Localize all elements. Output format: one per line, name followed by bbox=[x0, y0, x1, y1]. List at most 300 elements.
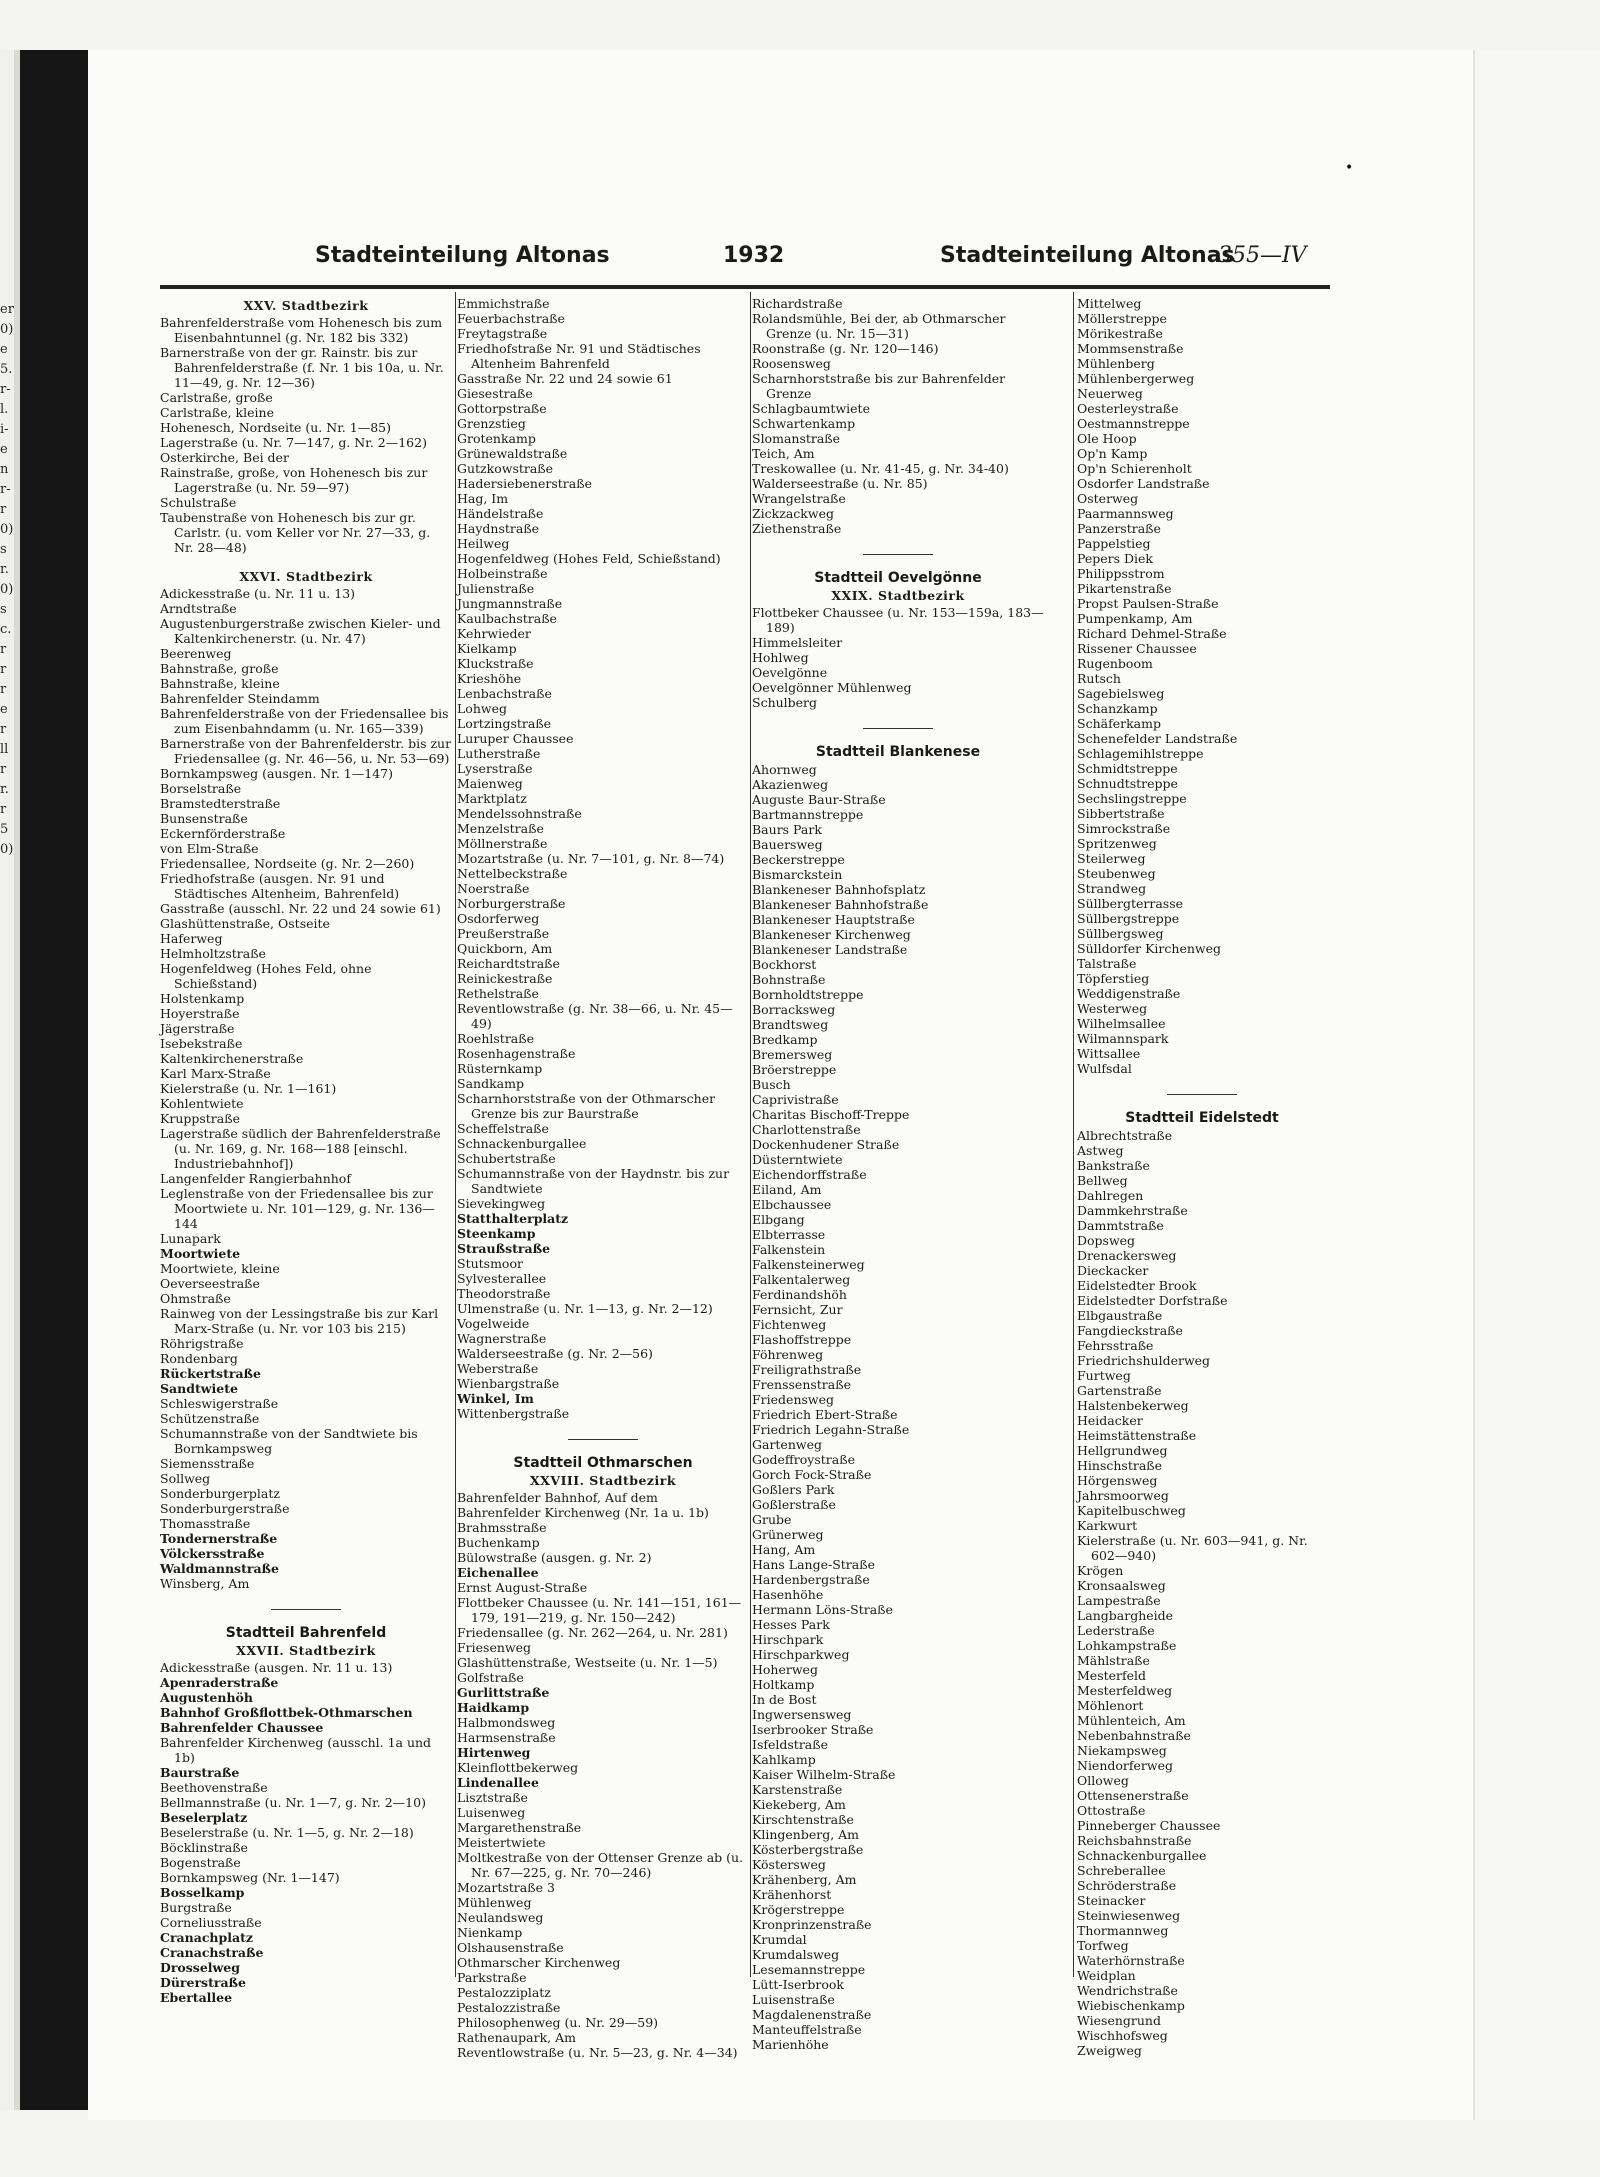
header-left-title: Stadteinteilung Altonas bbox=[315, 243, 610, 268]
street-entry: Bockhorst bbox=[752, 957, 817, 972]
margin-fragment: e bbox=[0, 342, 8, 357]
street-entry: Bellmannstraße (u. Nr. 1—7, g. Nr. 2—10) bbox=[160, 1795, 426, 1810]
street-entry: Oesterleystraße bbox=[1077, 401, 1179, 416]
column-separator bbox=[750, 292, 751, 1977]
street-entry: Lutherstraße bbox=[457, 746, 541, 761]
street-entry: Quickborn, Am bbox=[457, 941, 553, 956]
street-entry: Schröderstraße bbox=[1077, 1878, 1177, 1893]
spacer bbox=[160, 555, 452, 567]
street-entry: Mesterfeld bbox=[1077, 1668, 1147, 1683]
district-heading: XXV. Stadtbezirk bbox=[243, 298, 369, 313]
street-entry: Blankeneser Bahnhofstraße bbox=[752, 897, 929, 912]
street-entry: Schlagemihlstreppe bbox=[1077, 746, 1204, 761]
street-entry: Hoherweg bbox=[752, 1662, 818, 1677]
street-entry: Friedrichshulderweg bbox=[1077, 1353, 1211, 1368]
street-entry: Sandtwiete bbox=[160, 1381, 238, 1396]
district-heading: XXVII. Stadtbezirk bbox=[236, 1643, 376, 1658]
street-entry: Süllbergterrasse bbox=[1077, 896, 1184, 911]
street-entry: Schnackenburgallee bbox=[1077, 1848, 1207, 1863]
street-entry: Bröerstreppe bbox=[752, 1062, 837, 1077]
margin-fragment: 0) bbox=[0, 322, 14, 337]
street-entry: Rutsch bbox=[1077, 671, 1121, 686]
street-entry: Kielkamp bbox=[457, 641, 517, 656]
street-entry: Mozartstraße 3 bbox=[457, 1880, 555, 1895]
street-entry: Friedrich Ebert-Straße bbox=[752, 1407, 898, 1422]
street-entry: Kaiser Wilhelm-Straße bbox=[752, 1767, 896, 1782]
street-entry: Eidelstedter Brook bbox=[1077, 1278, 1197, 1293]
street-entry: Drosselweg bbox=[160, 1960, 240, 1975]
street-entry: Steubenweg bbox=[1077, 866, 1156, 881]
street-entry: Philosophenweg (u. Nr. 29—59) bbox=[457, 2015, 659, 2030]
street-entry: Klingenberg, Am bbox=[752, 1827, 860, 1842]
street-entry: Ottensenerstraße bbox=[1077, 1788, 1189, 1803]
street-entry: Eidelstedter Dorfstraße bbox=[1077, 1293, 1228, 1308]
street-entry: Schnudtstreppe bbox=[1077, 776, 1178, 791]
street-entry: Nebenbahnstraße bbox=[1077, 1728, 1191, 1743]
street-entry: Westerweg bbox=[1077, 1001, 1148, 1016]
street-entry: Freiligrathstraße bbox=[752, 1362, 862, 1377]
street-entry: Schubertstraße bbox=[457, 1151, 556, 1166]
street-entry: Heidacker bbox=[1077, 1413, 1143, 1428]
margin-fragment: s bbox=[0, 602, 7, 617]
street-entry: Panzerstraße bbox=[1077, 521, 1161, 536]
street-entry: Wendrichstraße bbox=[1077, 1983, 1178, 1998]
street-entry: Gasstraße Nr. 22 und 24 sowie 61 bbox=[457, 371, 673, 386]
street-entry: Falkensteinerweg bbox=[752, 1257, 865, 1272]
street-entry: Haydnstraße bbox=[457, 521, 540, 536]
margin-fragment: 0) bbox=[0, 522, 14, 537]
street-entry: Brandtsweg bbox=[752, 1017, 829, 1032]
street-entry: Olshausenstraße bbox=[457, 1940, 564, 1955]
street-entry: Töpferstieg bbox=[1077, 971, 1150, 986]
street-entry: Bahnstraße, kleine bbox=[160, 676, 280, 691]
street-entry: Niekampsweg bbox=[1077, 1743, 1167, 1758]
street-entry: Lohweg bbox=[457, 701, 507, 716]
street-entry: Wagnerstraße bbox=[457, 1331, 547, 1346]
margin-fragment: r- bbox=[0, 382, 11, 397]
street-entry: Burgstraße bbox=[160, 1900, 232, 1915]
street-entry: Simrockstraße bbox=[1077, 821, 1171, 836]
street-entry: Dammtstraße bbox=[1077, 1218, 1164, 1233]
street-entry: Isfeldstraße bbox=[752, 1737, 828, 1752]
street-entry: Eichendorffstraße bbox=[752, 1167, 867, 1182]
street-entry: Othmarscher Kirchenweg bbox=[457, 1955, 621, 1970]
street-entry: Wischhofsweg bbox=[1077, 2028, 1168, 2043]
street-entry: Bartmannstreppe bbox=[752, 807, 864, 822]
street-entry: Schäferkamp bbox=[1077, 716, 1161, 731]
street-entry: Elbgaustraße bbox=[1077, 1308, 1163, 1323]
street-entry: Dammkehrstraße bbox=[1077, 1203, 1188, 1218]
street-entry: Baurstraße bbox=[160, 1765, 240, 1780]
column-4 bbox=[1077, 296, 1327, 2058]
street-entry: Sonderburgerplatz bbox=[160, 1486, 280, 1501]
margin-fragment: i- bbox=[0, 422, 9, 437]
margin-fragment: 0) bbox=[0, 842, 14, 857]
street-entry: Waterhörnstraße bbox=[1077, 1953, 1185, 1968]
street-entry: Kleinflottbekerweg bbox=[457, 1760, 579, 1775]
street-entry: Wulfsdal bbox=[1077, 1061, 1132, 1076]
street-entry: Stutsmoor bbox=[457, 1256, 523, 1271]
street-entry: Thormannweg bbox=[1077, 1923, 1169, 1938]
street-entry: Strandweg bbox=[1077, 881, 1147, 896]
street-entry: Ziethenstraße bbox=[752, 521, 842, 536]
street-entry: Mühlenberg bbox=[1077, 356, 1155, 371]
street-entry: Steinwiesenweg bbox=[1077, 1908, 1181, 1923]
street-entry: Steilerweg bbox=[1077, 851, 1146, 866]
street-entry: Emmichstraße bbox=[457, 296, 550, 311]
street-entry: Schmidtstreppe bbox=[1077, 761, 1178, 776]
street-entry: Borracksweg bbox=[752, 1002, 836, 1017]
street-entry: Friedhofstraße (ausgen. Nr. 91 und Städtisches Altenheim, Bahrenfeld) bbox=[160, 871, 400, 901]
street-entry: Flottbeker Chaussee (u. Nr. 141—151, 161—179, 191—219, g. Nr. 150—242) bbox=[457, 1595, 742, 1625]
street-entry: Ole Hoop bbox=[1077, 431, 1137, 446]
street-entry: Süllbergsweg bbox=[1077, 926, 1164, 941]
street-entry: Rüsternkamp bbox=[457, 1061, 543, 1076]
street-entry: Gasstraße (ausschl. Nr. 22 und 24 sowie 61) bbox=[160, 901, 441, 916]
street-entry: Sonderburgerstraße bbox=[160, 1501, 290, 1516]
margin-fragment: c. bbox=[0, 622, 12, 637]
street-entry: Cranachplatz bbox=[160, 1930, 253, 1945]
header-right-title: Stadteinteilung Altonas bbox=[940, 243, 1235, 268]
street-entry: Bahrenfelderstraße von der Friedensallee bis zum Eisenbahndamm (u. Nr. 165—339) bbox=[160, 706, 449, 736]
street-entry: Straußstraße bbox=[457, 1241, 551, 1256]
street-entry: Caprivistraße bbox=[752, 1092, 839, 1107]
street-entry: Lindenallee bbox=[457, 1775, 539, 1790]
street-entry: Pikartenstraße bbox=[1077, 581, 1172, 596]
street-entry: Nettelbeckstraße bbox=[457, 866, 568, 881]
section-divider bbox=[863, 728, 933, 729]
street-entry: Wittenbergstraße bbox=[457, 1406, 570, 1421]
street-entry: Rissener Chaussee bbox=[1077, 641, 1197, 656]
street-entry: Gurlittstraße bbox=[457, 1685, 550, 1700]
street-entry: Rolandsmühle, Bei der, ab Othmarscher Grenze (u. Nr. 15—31) bbox=[752, 311, 1006, 341]
margin-fragment: 5. bbox=[0, 362, 13, 377]
street-entry: Düsterntwiete bbox=[752, 1152, 843, 1167]
street-entry: Kruppstraße bbox=[160, 1111, 240, 1126]
street-entry: Marienhöhe bbox=[752, 2037, 829, 2052]
header-page-number: 355—IV bbox=[1218, 243, 1307, 268]
street-entry: Hoyerstraße bbox=[160, 1006, 240, 1021]
street-entry: Tondernerstraße bbox=[160, 1531, 278, 1546]
street-entry: Adickesstraße (ausgen. Nr. 11 u. 13) bbox=[160, 1660, 393, 1675]
street-entry: Möllnerstraße bbox=[457, 836, 548, 851]
street-entry: Möhlenort bbox=[1077, 1698, 1144, 1713]
street-entry: Mommsenstraße bbox=[1077, 341, 1184, 356]
street-entry: Wrangelstraße bbox=[752, 491, 846, 506]
street-entry: Flottbeker Chaussee (u. Nr. 153—159a, 183—189) bbox=[752, 605, 1044, 635]
street-entry: Lampestraße bbox=[1077, 1593, 1161, 1608]
street-entry: Kielerstraße (u. Nr. 603—941, g. Nr. 602—940) bbox=[1077, 1533, 1308, 1563]
street-entry: Apenraderstraße bbox=[160, 1675, 279, 1690]
street-entry: Augustenhöh bbox=[160, 1690, 253, 1705]
margin-fragment: n bbox=[0, 462, 9, 477]
street-entry: Osdorfer Landstraße bbox=[1077, 476, 1210, 491]
street-entry: Hogenfeldweg (Hohes Feld, ohne Schießstand) bbox=[160, 961, 372, 991]
street-entry: Bahnstraße, große bbox=[160, 661, 279, 676]
street-entry: Bohnstraße bbox=[752, 972, 826, 987]
street-entry: Rondenbarg bbox=[160, 1351, 238, 1366]
street-entry: Jahrsmoorweg bbox=[1077, 1488, 1169, 1503]
street-entry: Hang, Am bbox=[752, 1542, 816, 1557]
street-entry: Hirtenweg bbox=[457, 1745, 531, 1760]
street-entry: Auguste Baur-Straße bbox=[752, 792, 886, 807]
street-entry: Holstenkamp bbox=[160, 991, 245, 1006]
street-entry: Bramstedterstraße bbox=[160, 796, 281, 811]
street-entry: Spritzenweg bbox=[1077, 836, 1157, 851]
quarter-title: Stadtteil Othmarschen bbox=[513, 1455, 693, 1471]
street-entry: Akazienweg bbox=[752, 777, 829, 792]
street-entry: Talstraße bbox=[1077, 956, 1137, 971]
street-entry: Rainweg von der Lessingstraße bis zur Karl Marx-Straße (u. Nr. vor 103 bis 215) bbox=[160, 1306, 439, 1336]
adjacent-page-fragments bbox=[0, 300, 16, 860]
street-entry: Hohenesch, Nordseite (u. Nr. 1—85) bbox=[160, 420, 391, 435]
street-entry: Beselerstraße (u. Nr. 1—5, g. Nr. 2—18) bbox=[160, 1825, 414, 1840]
street-entry: Hirschparkweg bbox=[752, 1647, 850, 1662]
street-entry: Halstenbekerweg bbox=[1077, 1398, 1189, 1413]
margin-fragment: r bbox=[0, 502, 7, 517]
scan-right-margin bbox=[1473, 50, 1600, 2120]
street-entry: Rethelstraße bbox=[457, 986, 539, 1001]
street-entry: Eichenallee bbox=[457, 1565, 539, 1580]
street-entry: Mörikestraße bbox=[1077, 326, 1163, 341]
street-entry: Dahlregen bbox=[1077, 1188, 1144, 1203]
street-entry: Kahlkamp bbox=[752, 1752, 816, 1767]
street-entry: Hörgensweg bbox=[1077, 1473, 1158, 1488]
street-entry: Leglenstraße von der Friedensallee bis zur Moortwiete u. Nr. 101—129, g. Nr. 136—144 bbox=[160, 1186, 435, 1231]
street-entry: Weidplan bbox=[1077, 1968, 1136, 1983]
street-entry: Lagerstraße südlich der Bahrenfelderstraße (u. Nr. 169, g. Nr. 168—188 [einschl. Industriebahnhof]) bbox=[160, 1126, 441, 1171]
margin-fragment: r bbox=[0, 722, 7, 737]
street-entry: Föhrenweg bbox=[752, 1347, 824, 1362]
street-entry: Bismarckstein bbox=[752, 867, 843, 882]
street-entry: Freytagstraße bbox=[457, 326, 548, 341]
street-entry: Norburgerstraße bbox=[457, 896, 566, 911]
street-entry: Falkentalerweg bbox=[752, 1272, 851, 1287]
section-divider bbox=[863, 554, 933, 555]
street-entry: Jungmannstraße bbox=[457, 596, 563, 611]
section-divider bbox=[1167, 1094, 1237, 1095]
margin-fragment: l. bbox=[0, 402, 9, 417]
street-entry: Sandkamp bbox=[457, 1076, 524, 1091]
column-2 bbox=[457, 296, 749, 2060]
street-entry: Astweg bbox=[1077, 1143, 1124, 1158]
street-entry: Mendelssohnstraße bbox=[457, 806, 582, 821]
street-entry: Bauersweg bbox=[752, 837, 823, 852]
street-entry: Grotenkamp bbox=[457, 431, 536, 446]
street-entry: Rugenboom bbox=[1077, 656, 1153, 671]
street-entry: Hinschstraße bbox=[1077, 1458, 1163, 1473]
street-entry: Kirschtenstraße bbox=[752, 1812, 854, 1827]
street-entry: Mühlenteich, Am bbox=[1077, 1713, 1186, 1728]
street-entry: Wiesengrund bbox=[1077, 2013, 1161, 2028]
street-entry: Sülldorfer Kirchenweg bbox=[1077, 941, 1221, 956]
street-entry: Blankeneser Kirchenweg bbox=[752, 927, 911, 942]
street-entry: Kapitelbuschweg bbox=[1077, 1503, 1186, 1518]
street-entry: Teich, Am bbox=[752, 446, 815, 461]
street-entry: Reichsbahnstraße bbox=[1077, 1833, 1192, 1848]
margin-fragment: er bbox=[0, 302, 14, 317]
street-entry: Isebekstraße bbox=[160, 1036, 243, 1051]
street-entry: Elbterrasse bbox=[752, 1227, 826, 1242]
street-entry: Wilhelmsallee bbox=[1077, 1016, 1166, 1031]
column-3 bbox=[752, 296, 1044, 2052]
street-entry: Wiebischenkamp bbox=[1077, 1998, 1185, 2013]
street-entry: Bülowstraße (ausgen. g. Nr. 2) bbox=[457, 1550, 652, 1565]
street-entry: Winkel, Im bbox=[457, 1391, 534, 1406]
street-entry: Adickesstraße (u. Nr. 11 u. 13) bbox=[160, 586, 356, 601]
street-entry: Langbargheide bbox=[1077, 1608, 1174, 1623]
street-entry: Borselstraße bbox=[160, 781, 242, 796]
quarter-title: Stadtteil Blankenese bbox=[815, 744, 981, 760]
street-entry: Propst Paulsen-Straße bbox=[1077, 596, 1219, 611]
street-entry: Mählstraße bbox=[1077, 1653, 1150, 1668]
street-entry: Moortwiete, kleine bbox=[160, 1261, 280, 1276]
street-entry: Falkenstein bbox=[752, 1242, 826, 1257]
street-entry: Kluckstraße bbox=[457, 656, 534, 671]
street-entry: Brahmsstraße bbox=[457, 1520, 547, 1535]
street-entry: Hermann Löns-Straße bbox=[752, 1602, 893, 1617]
street-entry: Thomasstraße bbox=[160, 1516, 251, 1531]
street-entry: Reventlowstraße (u. Nr. 5—23, g. Nr. 4—34) bbox=[457, 2045, 738, 2060]
section-divider bbox=[568, 1439, 638, 1440]
street-entry: Elbgang bbox=[752, 1212, 805, 1227]
street-entry: Moortwiete bbox=[160, 1246, 241, 1261]
street-entry: Langenfelder Rangierbahnhof bbox=[160, 1171, 351, 1186]
street-entry: Krögerstreppe bbox=[752, 1902, 845, 1917]
street-entry: Oestmannstreppe bbox=[1077, 416, 1190, 431]
street-entry: Corneliusstraße bbox=[160, 1915, 262, 1930]
street-entry: Carlstraße, kleine bbox=[160, 405, 274, 420]
street-entry: Gutzkowstraße bbox=[457, 461, 554, 476]
street-entry: Goßlers Park bbox=[752, 1482, 835, 1497]
street-entry: Lenbachstraße bbox=[457, 686, 552, 701]
street-entry: Ernst August-Straße bbox=[457, 1580, 588, 1595]
street-entry: Kehrwieder bbox=[457, 626, 531, 641]
margin-fragment: r bbox=[0, 762, 7, 777]
ink-dot: • bbox=[1345, 160, 1354, 176]
street-entry: Haidkamp bbox=[457, 1700, 530, 1715]
street-entry: Hogenfeldweg (Hohes Feld, Schießstand) bbox=[457, 551, 721, 566]
street-entry: Sollweg bbox=[160, 1471, 211, 1486]
street-entry: Sibbertstraße bbox=[1077, 806, 1165, 821]
street-entry: Helmholtzstraße bbox=[160, 946, 266, 961]
street-entry: Op'n Schierenholt bbox=[1077, 461, 1192, 476]
street-entry: Op'n Kamp bbox=[1077, 446, 1148, 461]
street-entry: Beerenweg bbox=[160, 646, 232, 661]
street-entry: Dopsweg bbox=[1077, 1233, 1136, 1248]
street-entry: Schwartenkamp bbox=[752, 416, 856, 431]
street-entry: Heimstättenstraße bbox=[1077, 1428, 1197, 1443]
street-entry: Pinneberger Chaussee bbox=[1077, 1818, 1221, 1833]
street-entry: Schumannstraße von der Sandtwiete bis Bornkampsweg bbox=[160, 1426, 418, 1456]
street-entry: Böcklinstraße bbox=[160, 1840, 248, 1855]
street-entry: Völckersstraße bbox=[160, 1546, 265, 1561]
street-entry: Osdorferweg bbox=[457, 911, 540, 926]
street-entry: Blankeneser Hauptstraße bbox=[752, 912, 915, 927]
street-entry: Treskowallee (u. Nr. 41-45, g. Nr. 34-40) bbox=[752, 461, 1009, 476]
street-entry: Grünewaldstraße bbox=[457, 446, 568, 461]
street-entry: Julienstraße bbox=[457, 581, 535, 596]
street-entry: Rathenaupark, Am bbox=[457, 2030, 577, 2045]
street-entry: Flashoffstreppe bbox=[752, 1332, 852, 1347]
margin-fragment: r bbox=[0, 802, 7, 817]
quarter-title: Stadtteil Oevelgönne bbox=[814, 570, 982, 586]
street-entry: Cranachstraße bbox=[160, 1945, 264, 1960]
street-entry: Hag, Im bbox=[457, 491, 509, 506]
street-entry: Karkwurt bbox=[1077, 1518, 1138, 1533]
column-1 bbox=[160, 296, 452, 2005]
street-entry: Lagerstraße (u. Nr. 7—147, g. Nr. 2—162) bbox=[160, 435, 427, 450]
street-entry: Scheffelstraße bbox=[457, 1121, 549, 1136]
street-entry: Goßlerstraße bbox=[752, 1497, 836, 1512]
street-entry: Sechslingstreppe bbox=[1077, 791, 1187, 806]
street-entry: Wienbargstraße bbox=[457, 1376, 560, 1391]
street-entry: Paarmannsweg bbox=[1077, 506, 1174, 521]
street-entry: Krumdalsweg bbox=[752, 1947, 840, 1962]
street-entry: Hardenbergstraße bbox=[752, 1572, 870, 1587]
street-entry: Albrechtstraße bbox=[1077, 1128, 1173, 1143]
street-entry: Bogenstraße bbox=[160, 1855, 241, 1870]
street-entry: Friedhofstraße Nr. 91 und Städtisches Altenheim Bahrenfeld bbox=[457, 341, 701, 371]
street-entry: Jägerstraße bbox=[160, 1021, 235, 1036]
street-entry: Osterkirche, Bei der bbox=[160, 450, 289, 465]
street-entry: Godeffroystraße bbox=[752, 1452, 855, 1467]
street-entry: Niendorferweg bbox=[1077, 1758, 1173, 1773]
street-entry: Kiekeberg, Am bbox=[752, 1797, 846, 1812]
margin-fragment: r- bbox=[0, 482, 11, 497]
street-entry: Kaulbachstraße bbox=[457, 611, 557, 626]
quarter-title: Stadtteil Eidelstedt bbox=[1125, 1110, 1279, 1126]
street-entry: Dieckacker bbox=[1077, 1263, 1149, 1278]
street-entry: Kielerstraße (u. Nr. 1—161) bbox=[160, 1081, 337, 1096]
street-entry: Krumdal bbox=[752, 1932, 807, 1947]
street-entry: Reventlowstraße (g. Nr. 38—66, u. Nr. 45—49) bbox=[457, 1001, 733, 1031]
header-year: 1932 bbox=[723, 243, 785, 268]
street-entry: Osterweg bbox=[1077, 491, 1139, 506]
street-entry: Friedensallee (g. Nr. 262—264, u. Nr. 281) bbox=[457, 1625, 728, 1640]
street-entry: Kronsaalsweg bbox=[1077, 1578, 1166, 1593]
district-heading: XXIX. Stadtbezirk bbox=[831, 588, 965, 603]
street-entry: In de Bost bbox=[752, 1692, 817, 1707]
street-entry: Krähenberg, Am bbox=[752, 1872, 857, 1887]
street-entry: Weddigenstraße bbox=[1077, 986, 1181, 1001]
street-entry: Giesestraße bbox=[457, 386, 533, 401]
street-entry: Friedrich Legahn-Straße bbox=[752, 1422, 910, 1437]
street-entry: Ingwersensweg bbox=[752, 1707, 852, 1722]
street-entry: Glashüttenstraße, Ostseite bbox=[160, 916, 330, 931]
street-entry: Richard Dehmel-Straße bbox=[1077, 626, 1227, 641]
street-entry: Rosenhagenstraße bbox=[457, 1046, 576, 1061]
street-entry: Carlstraße, große bbox=[160, 390, 273, 405]
street-entry: Gartenweg bbox=[752, 1437, 822, 1452]
street-entry: Ebertallee bbox=[160, 1990, 233, 2005]
street-entry: Mühlenbergerweg bbox=[1077, 371, 1195, 386]
street-entry: Scharnhorststraße bis zur Bahrenfelder Grenze bbox=[752, 371, 1006, 401]
street-entry: Pepers Diek bbox=[1077, 551, 1154, 566]
street-entry: Rainstraße, große, von Hohenesch bis zur Lagerstraße (u. Nr. 59—97) bbox=[160, 465, 428, 495]
street-entry: Richardstraße bbox=[752, 296, 843, 311]
street-entry: Kohlentwiete bbox=[160, 1096, 244, 1111]
street-entry: Dockenhudener Straße bbox=[752, 1137, 900, 1152]
street-entry: Ulmenstraße (u. Nr. 1—13, g. Nr. 2—12) bbox=[457, 1301, 713, 1316]
street-entry: Holbeinstraße bbox=[457, 566, 548, 581]
street-entry: Beethovenstraße bbox=[160, 1780, 268, 1795]
margin-fragment: r. bbox=[0, 782, 9, 797]
column-separator bbox=[455, 292, 456, 1977]
street-entry: Steinacker bbox=[1077, 1893, 1146, 1908]
street-entry: Feuerbachstraße bbox=[457, 311, 565, 326]
street-entry: Schulstraße bbox=[160, 495, 237, 510]
